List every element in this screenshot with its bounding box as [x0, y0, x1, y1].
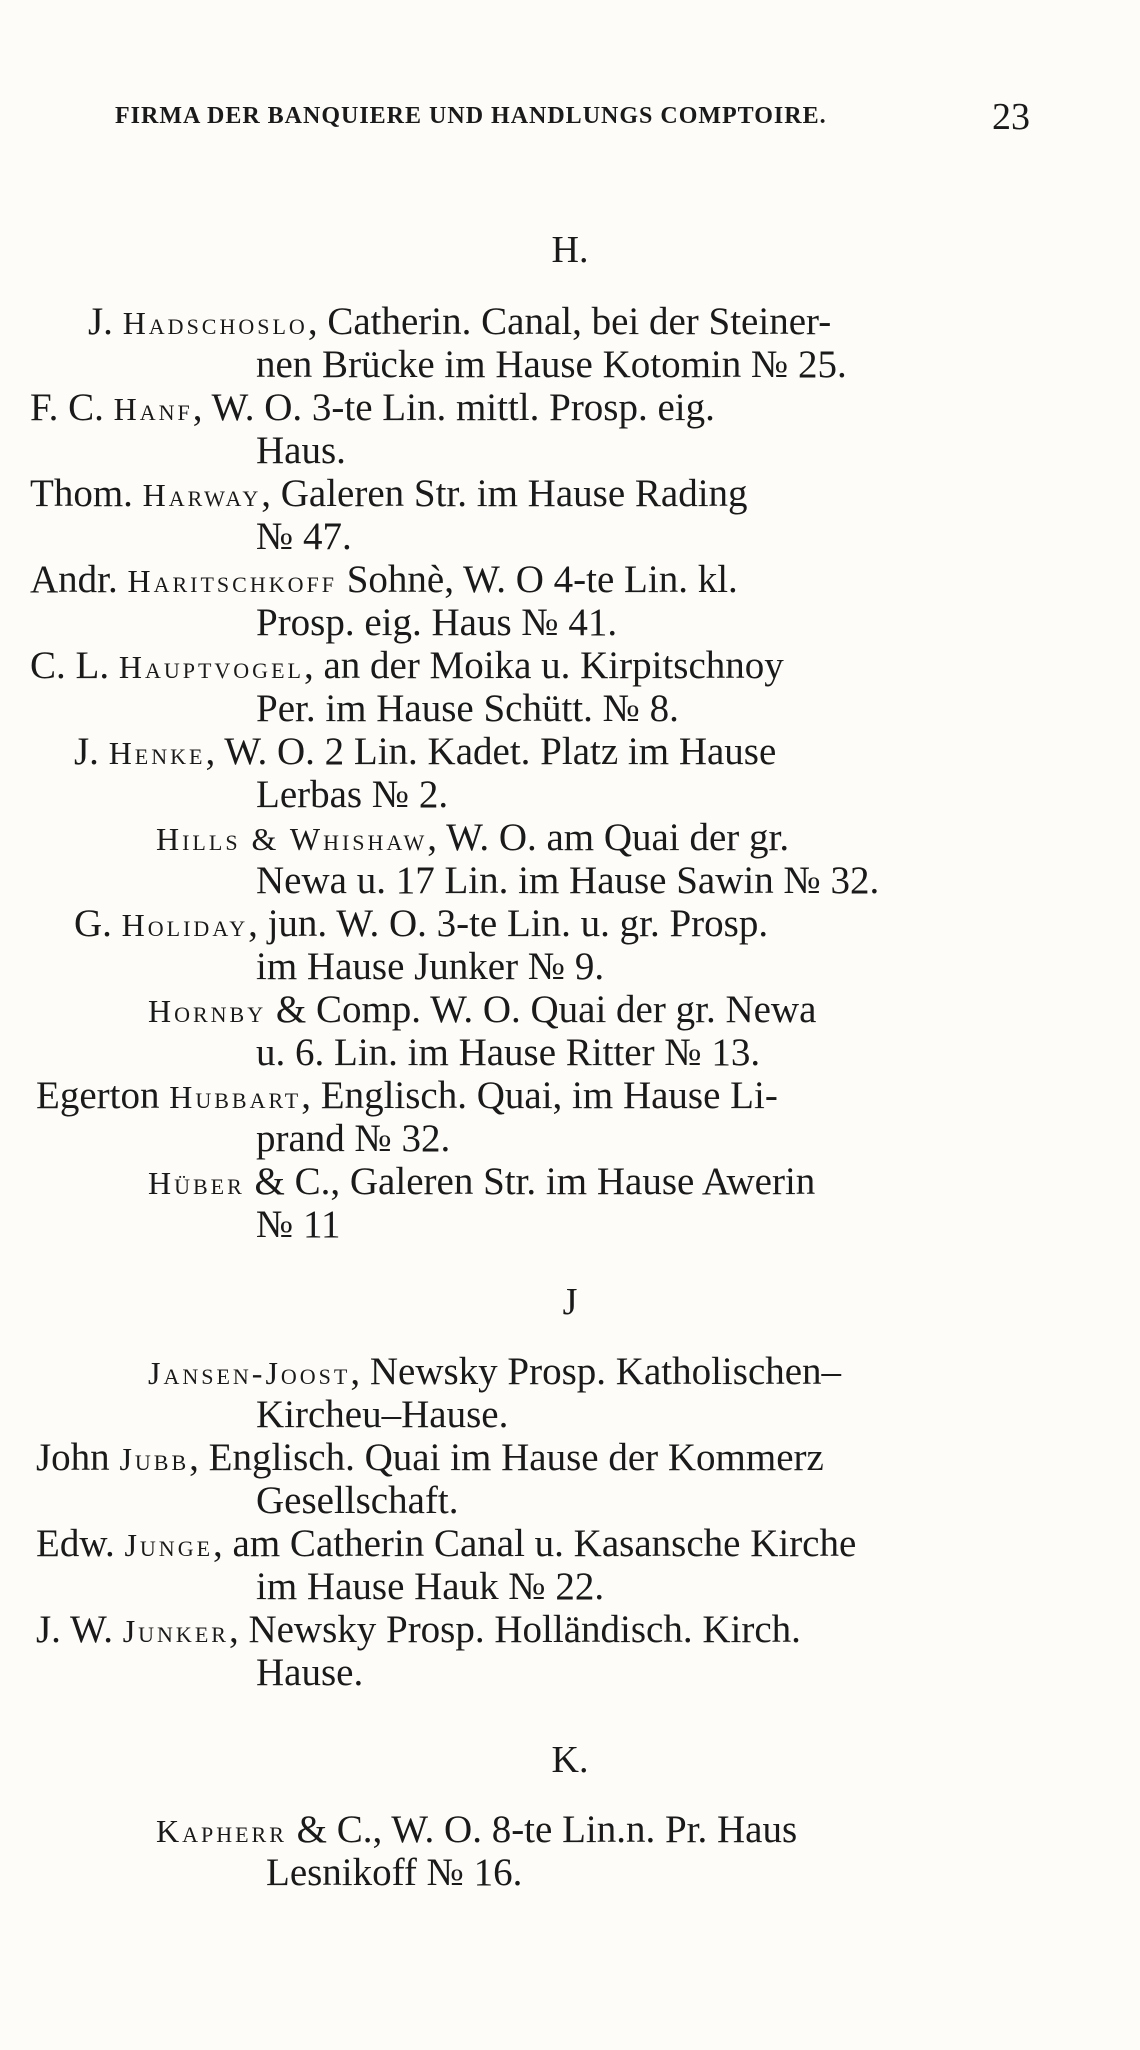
- entry-line-1: [30, 644, 784, 689]
- entry-line-2: Lerbas № 2.: [256, 773, 449, 816]
- entry-text: , Galeren Str. im Hause Rading: [261, 472, 748, 515]
- entry-prefix: G.: [74, 902, 112, 945]
- firm-name: Hills & Whishaw: [156, 821, 428, 857]
- entry-line-1: [36, 1074, 778, 1119]
- entry-prefix: F. C.: [30, 386, 104, 429]
- entry-line-1: [88, 300, 831, 345]
- entry-text: , W. O. 3-te Lin. mittl. Prosp. eig.: [192, 386, 715, 429]
- entry-line-1: [74, 902, 768, 947]
- entry-text: , Englisch. Quai, im Hause Li-: [301, 1074, 778, 1117]
- firm-name: Hadschoslo: [122, 305, 308, 341]
- firm-name: Kapherr: [156, 1813, 287, 1849]
- section-letter-k: K.: [551, 1739, 589, 1781]
- entry-prefix: J. W.: [36, 1608, 113, 1651]
- running-title: FIRMA DER BANQUIERE UND HANDLUNGS COMPTOIRE.: [115, 103, 827, 129]
- entry-text: , Englisch. Quai im Hause der Kommerz: [189, 1436, 824, 1479]
- entry-line-2: № 11: [256, 1203, 341, 1246]
- entry-line-2: Kircheu–Hause.: [256, 1393, 509, 1436]
- entry-line-1: [30, 558, 738, 603]
- entry-line-1: [148, 1350, 841, 1395]
- entry-prefix: C. L.: [30, 644, 110, 687]
- firm-name: Hüber: [148, 1165, 245, 1201]
- entry-line-2: u. 6. Lin. im Hause Ritter № 13.: [256, 1031, 761, 1074]
- entry-text: , am Catherin Canal u. Kasansche Kirche: [213, 1522, 857, 1565]
- entry-text: Sohnè, W. O 4-te Lin. kl.: [336, 558, 738, 601]
- entry-text: & Comp. W. O. Quai der gr. Newa: [266, 988, 817, 1031]
- firm-name: Hubbart: [169, 1079, 302, 1115]
- firm-name: Jubb: [119, 1441, 190, 1477]
- entry-line-2: Per. im Hause Schütt. № 8.: [256, 687, 679, 730]
- firm-name: Junge: [124, 1527, 214, 1563]
- firm-name: Harway: [142, 477, 262, 513]
- entry-line-1: [36, 1522, 856, 1567]
- entry-prefix: J.: [88, 300, 113, 343]
- entry-text: , Newsky Prosp. Katholischen–: [350, 1350, 842, 1393]
- firm-name: Jansen-Joost: [148, 1355, 351, 1391]
- entry-line-1: [148, 1160, 815, 1205]
- entry-line-2: nen Brücke im Hause Kotomin № 25.: [256, 343, 847, 386]
- entry-prefix: Egerton: [36, 1074, 160, 1117]
- entry-text: , Catherin. Canal, bei der Steiner-: [307, 300, 832, 343]
- entry-prefix: Andr.: [30, 558, 118, 601]
- firm-name: Haritschkoff: [127, 563, 337, 599]
- entry-line-1: [156, 816, 789, 861]
- entry-line-1: [148, 988, 816, 1033]
- entry-line-2: Gesellschaft.: [256, 1479, 459, 1522]
- entry-line-2: Newa u. 17 Lin. im Hause Sawin № 32.: [256, 859, 880, 902]
- entry-line-2: prand № 32.: [256, 1117, 451, 1160]
- firm-name: Hanf: [113, 391, 193, 427]
- section-letter-h: H.: [551, 229, 589, 271]
- entry-line-2: Haus.: [256, 429, 346, 472]
- entry-line-1: [156, 1808, 797, 1853]
- entry-text: & C., W. O. 8-te Lin.n. Pr. Haus: [286, 1808, 798, 1851]
- section-letter-j: J: [562, 1281, 578, 1323]
- entry-text: , W. O. am Quai der gr.: [427, 816, 790, 859]
- page-number: 23: [992, 96, 1030, 138]
- entry-prefix: Edw.: [36, 1522, 115, 1565]
- entry-prefix: John: [36, 1436, 110, 1479]
- entry-text: , an der Moika u. Kirpitschnoy: [303, 644, 784, 687]
- entry-line-2: Lesnikoff № 16.: [266, 1851, 523, 1894]
- entry-line-2: Hause.: [256, 1651, 364, 1694]
- entry-line-2: № 47.: [256, 515, 352, 558]
- entry-line-1: [36, 1436, 824, 1481]
- entry-line-2: im Hause Junker № 9.: [256, 945, 605, 988]
- running-head: [115, 96, 1030, 138]
- entry-line-1: [36, 1608, 801, 1653]
- entry-prefix: Thom.: [30, 472, 133, 515]
- entry-line-2: im Hause Hauk № 22.: [256, 1565, 605, 1608]
- entry-line-2: Prosp. eig. Haus № 41.: [256, 601, 618, 644]
- firm-name: Hauptvogel: [118, 649, 304, 685]
- firm-name: Henke: [108, 735, 206, 771]
- entry-text: , Newsky Prosp. Holländisch. Kirch.: [228, 1608, 801, 1651]
- firm-name: Hornby: [148, 993, 267, 1029]
- entry-line-1: [30, 386, 715, 431]
- entry-text: & C., Galeren Str. im Hause Awerin: [244, 1160, 816, 1203]
- entry-text: , W. O. 2 Lin. Kadet. Platz im Hause: [205, 730, 777, 773]
- entry-text: , jun. W. O. 3-te Lin. u. gr. Prosp.: [248, 902, 769, 945]
- firm-name: Holiday: [121, 907, 249, 943]
- firm-name: Junker: [122, 1613, 229, 1649]
- entry-line-1: [74, 730, 776, 775]
- entry-line-1: [30, 472, 748, 517]
- entry-prefix: J.: [74, 730, 99, 773]
